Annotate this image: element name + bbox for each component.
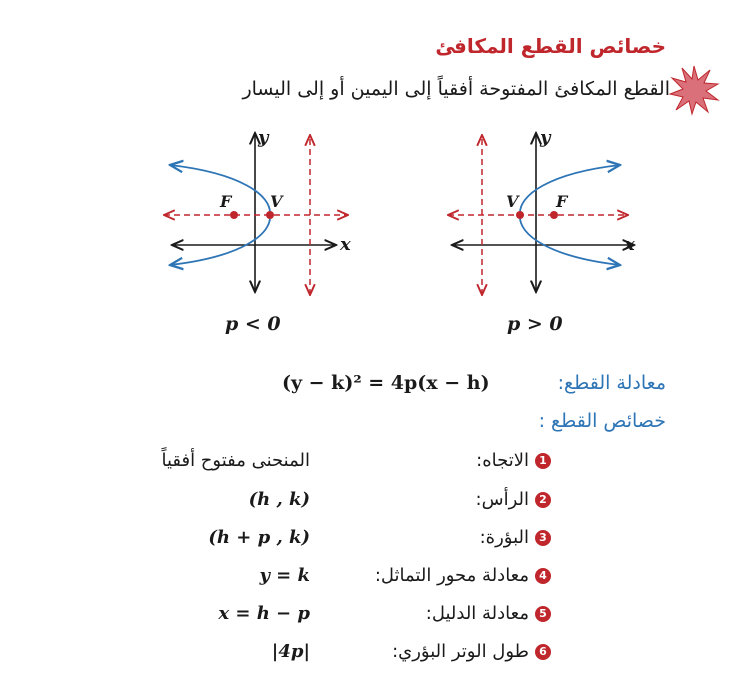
number-bullet-icon: 5 (535, 606, 551, 622)
property-label (426, 603, 551, 624)
x-axis-label: x (340, 234, 351, 255)
number-bullet-icon: 2 (535, 492, 551, 508)
property-value: |4p| (271, 641, 310, 662)
property-value: (h + p , k) (208, 527, 310, 548)
property-label-text: الاتجاه: (476, 450, 529, 471)
property-label (476, 450, 551, 471)
y-axis-label: y (258, 127, 269, 148)
property-value: x = h − p (218, 603, 310, 624)
property-label (392, 641, 551, 662)
property-value: المنحنى مفتوح أفقياً (161, 450, 310, 471)
number-bullet-icon: 4 (535, 568, 551, 584)
property-label-text: طول الوتر البؤري: (392, 641, 529, 662)
equation-label: معادلة القطع: (557, 372, 666, 394)
focus-point (550, 211, 558, 219)
graph-p-positive (440, 125, 650, 300)
focus-label: F (220, 192, 232, 211)
property-value: y = k (259, 565, 310, 586)
number-bullet-icon: 1 (535, 453, 551, 469)
number-bullet-icon: 6 (535, 644, 551, 660)
graph-p-negative (150, 125, 360, 300)
focus-label: F (556, 192, 568, 211)
condition-label-negative: p < 0 (225, 313, 281, 335)
properties-title: خصائص القطع : (538, 410, 666, 432)
page-title: خصائص القطع المكافئ (435, 34, 666, 58)
property-label (476, 489, 551, 510)
x-axis-label: x (624, 234, 635, 255)
vertex-label: V (506, 192, 519, 211)
property-value: (h , k) (248, 489, 310, 510)
starburst-icon (668, 64, 720, 116)
focus-point (230, 211, 238, 219)
y-axis-label: y (540, 127, 551, 148)
property-label-text: معادلة محور التماثل: (374, 565, 529, 586)
property-label-text: البؤرة: (479, 527, 529, 548)
property-label-text: الرأس: (475, 489, 529, 510)
property-label (375, 565, 551, 586)
vertex-label: V (270, 192, 283, 211)
vertex-point (516, 211, 524, 219)
subtitle: القطع المكافئ المفتوحة أفقياً إلى اليمين أو إلى اليسار (242, 78, 670, 100)
condition-label-positive: p > 0 (507, 313, 563, 335)
equation-formula: (y − k)² = 4p(x − h) (282, 372, 490, 394)
number-bullet-icon: 3 (535, 530, 551, 546)
property-label (480, 527, 551, 548)
property-label-text: معادلة الدليل: (425, 603, 529, 624)
vertex-point (266, 211, 274, 219)
